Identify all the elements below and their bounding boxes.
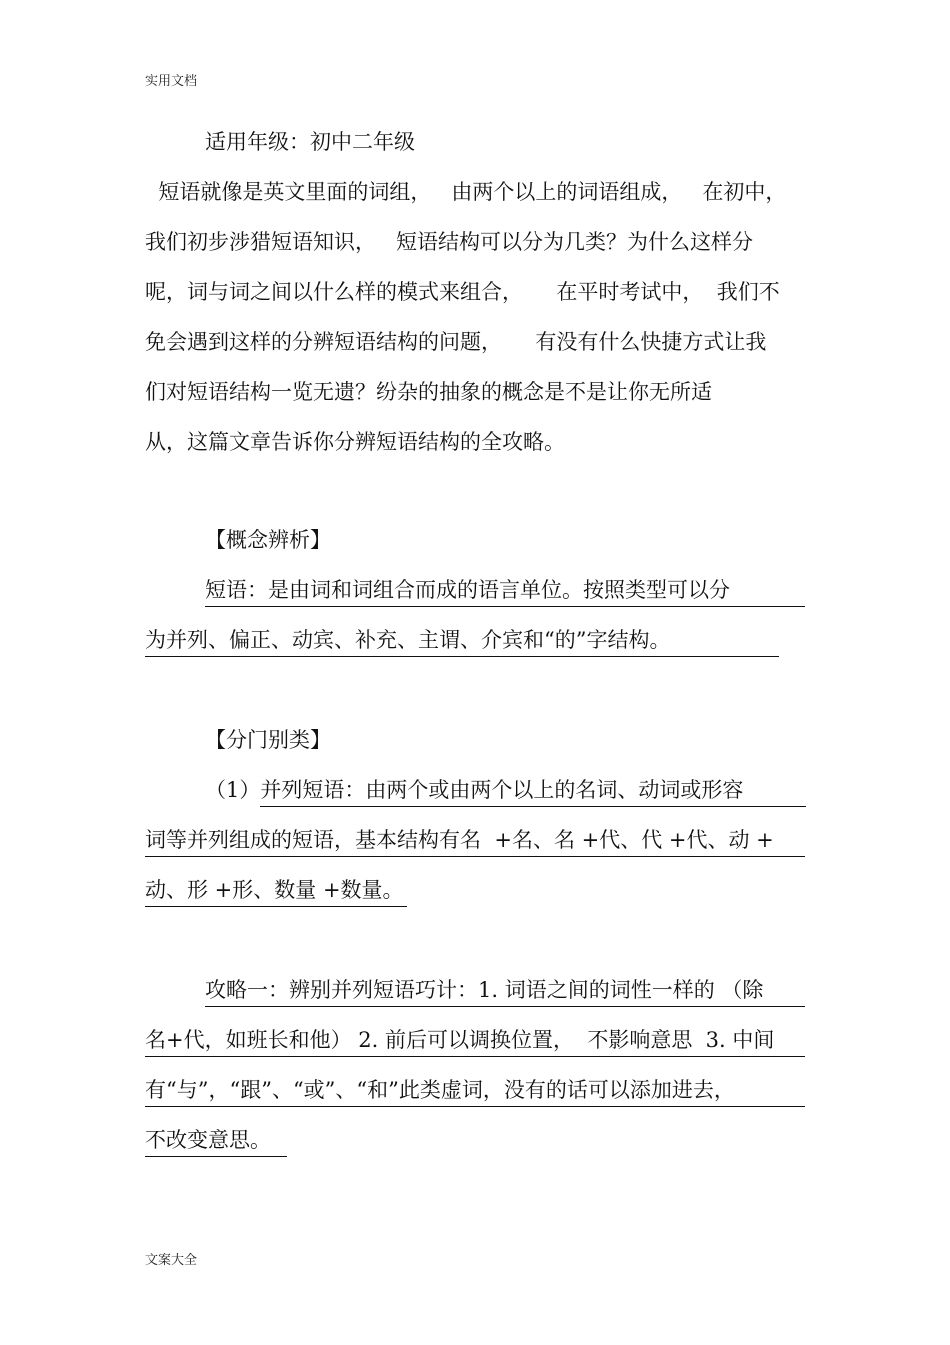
categories-heading: 【分门别类】 <box>205 728 331 752</box>
item1-first-line <box>205 776 806 807</box>
intro-line-3: 呢，词与词之间以什么样的模式来组合， 在平时考试中， 我们不 <box>145 280 780 304</box>
item1-prefix: （1） <box>205 778 261 802</box>
concept-line-2: 为并列、偏正、动宾、补充、主谓、介宾和“的”字结构。 <box>145 626 779 657</box>
strategy-line-2: 名+代，如班长和他） 2. 前后可以调换位置， 不影响意思 3. 中间 <box>145 1026 805 1057</box>
grade-line: 适用年级：初中二年级 <box>205 130 415 154</box>
intro-line-1: 短语就像是英文里面的词组， 由两个以上的词语组成， 在初中， <box>145 180 787 204</box>
strategy-line-4: 不改变意思。 <box>145 1126 287 1157</box>
concept-line-1: 短语：是由词和词组合而成的语言单位。按照类型可以分 <box>205 576 805 607</box>
intro-line-5: 们对短语结构一览无遗？纷杂的抽象的概念是不是让你无所适 <box>145 380 712 404</box>
strategy-line-3: 有“与”，“跟”、“或”、“和”此类虚词，没有的话可以添加进去， <box>145 1076 805 1107</box>
intro-line-6: 从，这篇文章告诉你分辨短语结构的全攻略。 <box>145 430 565 454</box>
intro-line-4: 免会遇到这样的分辨短语结构的问题， 有没有什么快捷方式让我 <box>145 330 767 354</box>
concept-heading: 【概念辨析】 <box>205 528 331 552</box>
page-header: 实用文档 <box>145 74 198 89</box>
intro-line-2: 我们初步涉猎短语知识， 短语结构可以分为几类？为什么这样分 <box>145 230 754 254</box>
item1-line-2: 词等并列组成的短语，基本结构有名 +名、名 +代、代 +代、动 + <box>145 826 805 857</box>
item1-line-1: 并列短语：由两个或由两个以上的名词、动词或形容 <box>260 776 806 807</box>
item1-line-3: 动、形 +形、数量 +数量。 <box>145 876 407 907</box>
page-footer: 文案大全 <box>145 1253 198 1268</box>
strategy-line-1: 攻略一：辨别并列短语巧计：1. 词语之间的词性一样的 （除 <box>205 976 805 1007</box>
